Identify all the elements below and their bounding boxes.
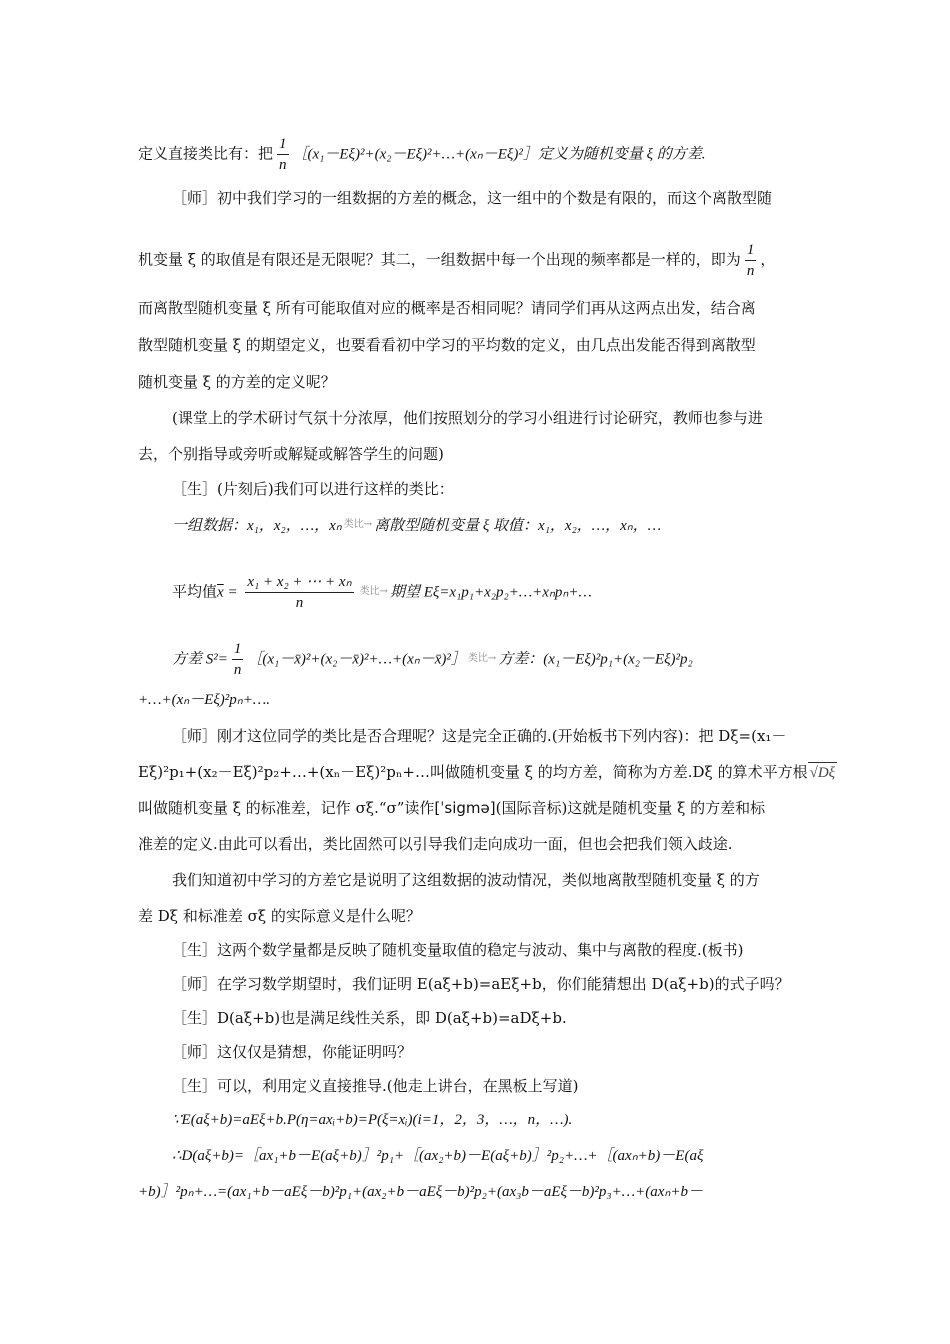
fraction-denominator: n [295,595,304,611]
paragraph-line [138,762,836,783]
paragraph-line: ［师］刚才这位同学的类比是否合理呢？这是完全正确的.(开始板书下列内容)：把 Dξ=(x₁－ [172,727,787,745]
paragraph-line: +b)］²pₙ+…=(ax₁+b－aEξ－b)²p₁+(ax₂+b－aEξ－b)²p₂+(ax₃b－aEξ－b)²p₃+…+(axₙ+b－ [138,1184,703,1200]
text-segment: (国际音标)这就是随机变量 ξ 的方差和标 [495,799,766,817]
paragraph-line [172,572,862,613]
fraction [277,134,289,175]
fraction-denominator: n [233,662,242,678]
fraction [245,572,353,613]
paragraph-line [172,515,862,538]
ipa-pronunciation: [ˈsigmə] [434,799,496,817]
paragraph-line: 随机变量 ξ 的方差的定义呢？ [138,373,336,391]
fraction-denominator: n [746,263,755,279]
sqrt-radicand: Dξ [817,765,836,781]
paragraph-line: 准差的定义.由此可以看出，类比固然可以引导我们走向成功一面，但也会把我们领入歧途. [138,835,733,853]
mean-symbol: $\overline{x}$ [217,584,224,601]
fraction [745,240,757,281]
paragraph-line: ∵E(aξ+b)=aEξ+b.P(η=axᵢ+b)=P(ξ=xᵢ)(i=1，2，3，…，n，…). [172,1112,573,1128]
text-segment: ， [760,250,776,269]
analogy-arrow: 类比→ [467,652,497,664]
paragraph-line: ［生］D(aξ+b)也是满足线性关系，即 D(aξ+b)=aDξ+b. [172,1009,567,1027]
fraction-numerator: 1 [745,240,757,261]
equals-sign: = [223,584,242,601]
paragraph-line: +…+(xₙ－Eξ)²pₙ+…. [138,692,270,708]
fraction-numerator: 1 [232,639,244,660]
text-segment: Eξ)²p₁+(x₂－Eξ)²p₂+…+(xₙ－Eξ)²pₙ+…叫做随机变量 ξ 的均方差，简称为方差.Dξ 的算术平方根 [138,763,808,781]
text-segment: 机变量 ξ 的取值是有限还是无限呢？其二，一组数据中每一个出现的频率都是一样的，即为 [138,250,741,269]
text-segment: 一组数据：x₁，x₂，…，xₙ [172,518,342,534]
fraction-numerator: x₁ + x₂ + ⋯ + xₙ [245,572,353,593]
paragraph-line: ∴D(aξ+b)=［ax₁+b－E(aξ+b)］²p₁+［(ax₂+b)－E(aξ+b)］²p₂+…+［(axₙ+b)－E(aξ [172,1148,704,1164]
fraction [232,639,244,680]
paragraph-line: 我们知道初中学习的方差它是说明了这组数据的波动情况，类似地离散型随机变量 ξ 的方 [172,871,760,889]
paragraph-line: ［生］(片刻后)我们可以进行这样的类比： [172,480,454,498]
paragraph-line [138,798,828,818]
paragraph-line: ［师］这仅仅是猜想，你能证明吗？ [172,1043,413,1061]
text-segment: 期望 Eξ=x₁p₁+x₂p₂+…+xₙpₙ+… [389,584,592,601]
paragraph-line [172,639,862,680]
text-segment: ［(x₁－x̄)²+(x₂－x̄)²+…+(xₙ－x̄)²］ [247,651,466,668]
analogy-arrow: 类比→ [359,585,388,597]
paragraph-line: 而离散型随机变量 ξ 所有可能取值对应的概率是否相同呢？请同学们再从这两点出发，结合离 [138,299,756,317]
text-segment: 离散型随机变量 ξ 取值：x₁，x₂，…，xₙ，… [374,518,662,534]
fraction-numerator: 1 [277,134,289,155]
paragraph-line: ［师］初中我们学习的一组数据的方差的概念，这一组中的个数是有限的，而这个离散型随 [172,189,773,207]
fraction-denominator: n [279,157,287,173]
analogy-arrow: 类比→ [343,519,373,530]
paragraph-line: 散型随机变量 ξ 的期望定义，也要看看初中学习的平均数的定义，由几点出发能否得到离散型 [138,336,756,354]
paragraph-line: (课堂上的学术研讨气氛十分浓厚，他们按照划分的学习小组进行讨论研究，教师也参与进 [172,409,763,427]
text-segment: ［(x₁－Eξ)²+(x₂－Eξ)²+…+(xₙ－Eξ)²］定义为随机变量 ξ 的方差. [292,146,706,163]
text-segment: 平均值 [172,582,218,601]
paragraph-line [138,134,828,175]
paragraph-line: 去，个别指导或旁听或解疑或解答学生的问题) [138,445,444,463]
text-segment: 叫做随机变量 ξ 的标准差，记作 σξ.“σ”读作 [138,799,435,817]
paragraph-line: ［生］这两个数学量都是反映了随机变量取值的稳定与波动、集中与离散的程度.(板书) [172,941,744,959]
text-segment: 定义直接类比有：把 [138,144,274,163]
paragraph-line: 差 Dξ 和标准差 σξ 的实际意义是什么呢？ [138,907,421,925]
text-segment: 方差：(x₁－Eξ)²p₁+(x₂－Eξ)²p₂ [498,651,693,668]
text-segment: 方差 S²= [172,651,228,668]
paragraph-line: ［师］在学习数学期望时，我们证明 E(aξ+b)=aEξ+b，你们能猜想出 D(aξ+b)的式子吗？ [172,975,790,993]
paragraph-line: ［生］可以，利用定义直接推导.(他走上讲台，在黑板上写道) [172,1077,579,1095]
square-root: √Dξ [808,762,838,783]
paragraph-line [138,240,828,281]
